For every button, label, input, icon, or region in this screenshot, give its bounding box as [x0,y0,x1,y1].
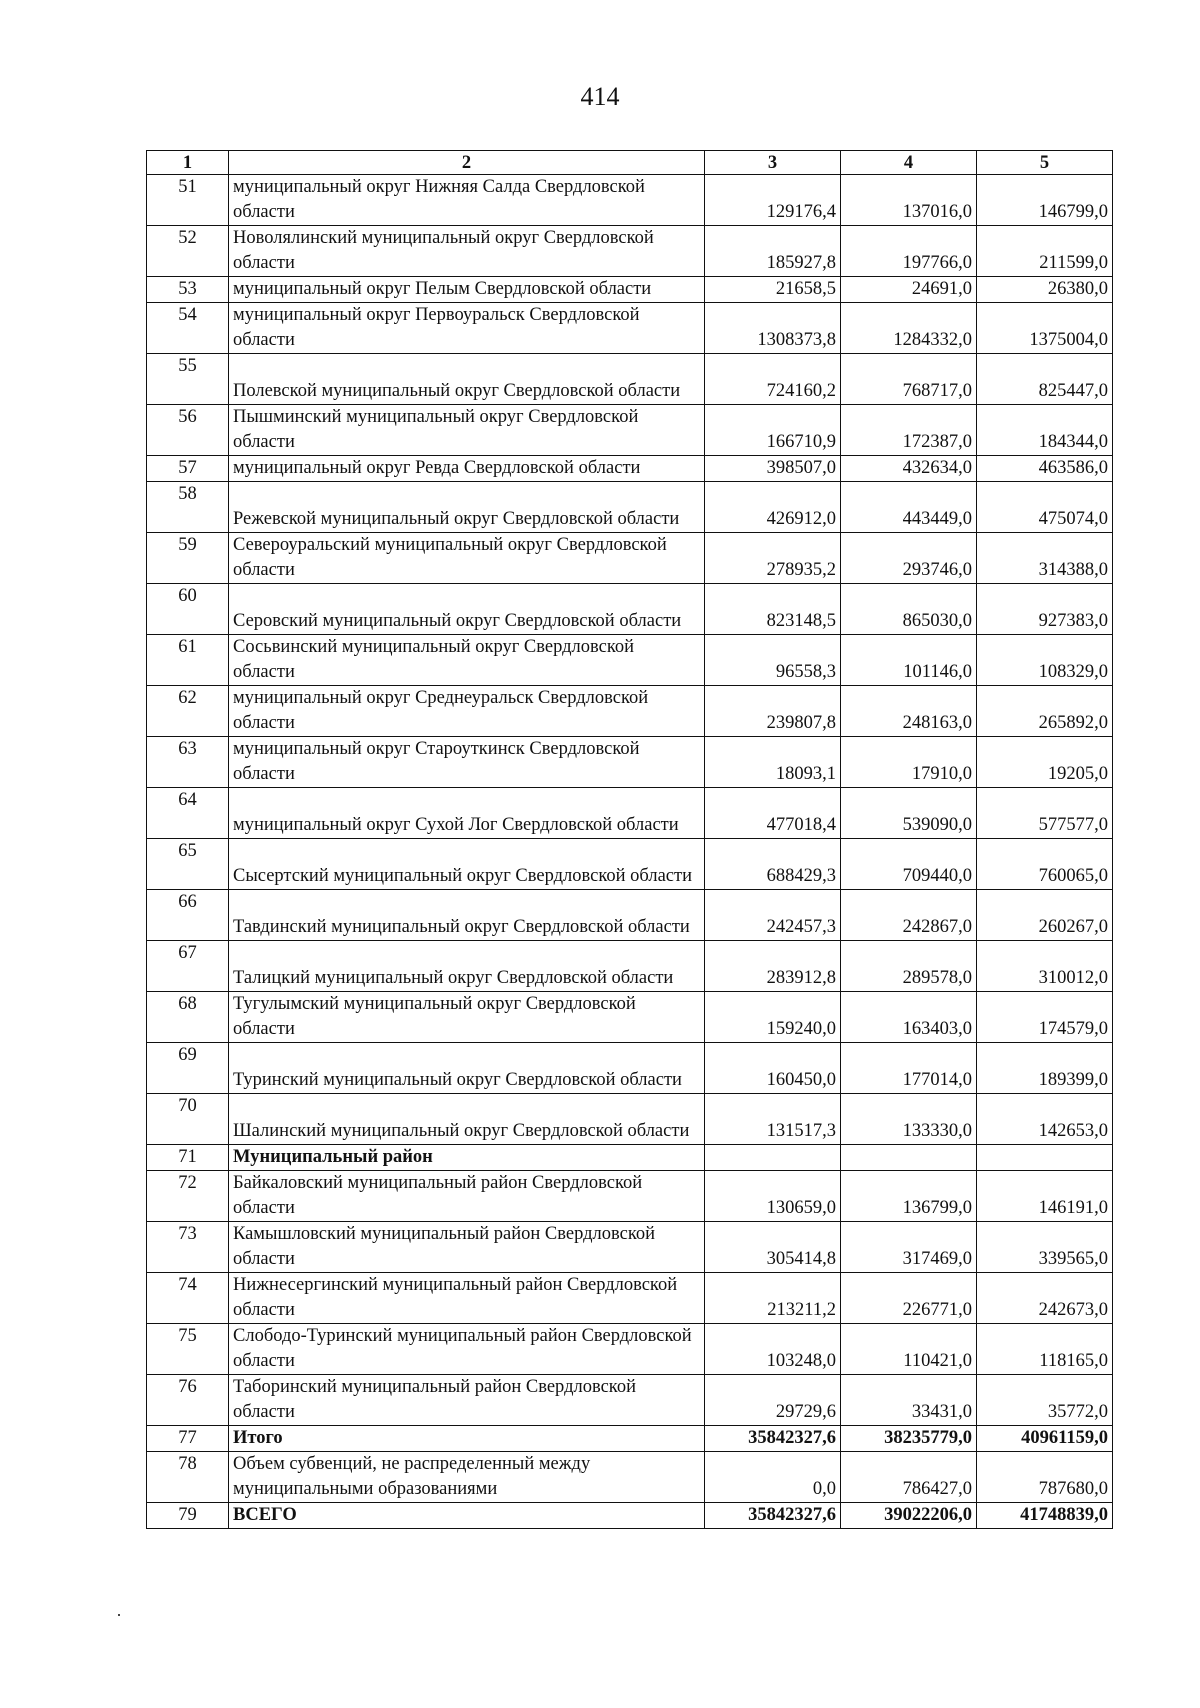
value-col-5: 146191,0 [977,1171,1113,1222]
table-row [147,1503,1113,1529]
table-row [147,533,1113,584]
value-col-4: 136799,0 [841,1171,977,1222]
municipality-name: Сысертский муниципальный округ Свердловской области [229,839,705,890]
municipality-name: Талицкий муниципальный округ Свердловской области [229,941,705,992]
value-col-5: 108329,0 [977,635,1113,686]
row-number: 63 [147,737,229,788]
value-col-5: 211599,0 [977,226,1113,277]
value-col-3: 185927,8 [705,226,841,277]
municipality-name: муниципальный округ Первоуральск Свердловской области [229,303,705,354]
value-col-3: 242457,3 [705,890,841,941]
row-number: 77 [147,1426,229,1452]
municipality-name: муниципальный округ Нижняя Салда Свердловской области [229,175,705,226]
page-number: 414 [580,82,620,111]
value-col-3: 129176,4 [705,175,841,226]
municipality-name: муниципальный округ Сухой Лог Свердловской области [229,788,705,839]
value-col-5: 265892,0 [977,686,1113,737]
row-number: 66 [147,890,229,941]
table-row [147,839,1113,890]
value-col-4: 163403,0 [841,992,977,1043]
table-row [147,303,1113,354]
row-number: 56 [147,405,229,456]
value-col-4: 38235779,0 [841,1426,977,1452]
value-col-4: 33431,0 [841,1375,977,1426]
table-row [147,354,1113,405]
value-col-3: 35842327,6 [705,1503,841,1529]
table-row [147,737,1113,788]
value-col-5 [977,1145,1113,1171]
municipality-name: Новолялинский муниципальный округ Свердловской области [229,226,705,277]
value-col-3: 278935,2 [705,533,841,584]
column-header: 2 [229,151,705,175]
municipality-name: Североуральский муниципальный округ Свердловской области [229,533,705,584]
value-col-4: 432634,0 [841,456,977,482]
column-header: 4 [841,151,977,175]
table-row [147,992,1113,1043]
municipality-name: Сосьвинский муниципальный округ Свердловской области [229,635,705,686]
municipality-name: Камышловский муниципальный район Свердловской области [229,1222,705,1273]
value-col-4: 248163,0 [841,686,977,737]
value-col-5: 174579,0 [977,992,1113,1043]
value-col-3: 305414,8 [705,1222,841,1273]
value-col-4: 865030,0 [841,584,977,635]
value-col-5: 577577,0 [977,788,1113,839]
value-col-3: 426912,0 [705,482,841,533]
table-row [147,482,1113,533]
municipality-name: Объем субвенций, не распределенный между муниципальными образованиями [229,1452,705,1503]
value-col-5: 35772,0 [977,1375,1113,1426]
value-col-3 [705,1145,841,1171]
municipality-name: Муниципальный район [229,1145,705,1171]
row-number: 53 [147,277,229,303]
value-col-5: 1375004,0 [977,303,1113,354]
scan-speck [118,1614,120,1616]
value-col-5: 314388,0 [977,533,1113,584]
table-header-row [147,151,1113,175]
value-col-5: 825447,0 [977,354,1113,405]
value-col-4: 539090,0 [841,788,977,839]
municipality-name: Тавдинский муниципальный округ Свердловской области [229,890,705,941]
table-row [147,635,1113,686]
value-col-3: 29729,6 [705,1375,841,1426]
municipality-name: муниципальный округ Ревда Свердловской области [229,456,705,482]
row-number: 79 [147,1503,229,1529]
column-header: 3 [705,151,841,175]
row-number: 64 [147,788,229,839]
row-number: 51 [147,175,229,226]
municipality-name: Таборинский муниципальный район Свердловской области [229,1375,705,1426]
value-col-5: 146799,0 [977,175,1113,226]
value-col-3: 21658,5 [705,277,841,303]
value-col-4: 293746,0 [841,533,977,584]
row-number: 65 [147,839,229,890]
value-col-4: 709440,0 [841,839,977,890]
value-col-3: 18093,1 [705,737,841,788]
table-row [147,1324,1113,1375]
value-col-3: 103248,0 [705,1324,841,1375]
table-row [147,686,1113,737]
value-col-5: 787680,0 [977,1452,1113,1503]
value-col-3: 131517,3 [705,1094,841,1145]
row-number: 58 [147,482,229,533]
value-col-4: 289578,0 [841,941,977,992]
municipality-name: Байкаловский муниципальный район Свердловской области [229,1171,705,1222]
value-col-5: 760065,0 [977,839,1113,890]
value-col-5: 26380,0 [977,277,1113,303]
table-row [147,277,1113,303]
row-number: 54 [147,303,229,354]
municipality-name: Пышминский муниципальный округ Свердловской области [229,405,705,456]
value-col-5: 242673,0 [977,1273,1113,1324]
value-col-4: 177014,0 [841,1043,977,1094]
value-col-3: 130659,0 [705,1171,841,1222]
value-col-4: 39022206,0 [841,1503,977,1529]
table-row [147,1145,1113,1171]
column-header: 5 [977,151,1113,175]
row-number: 55 [147,354,229,405]
table-row [147,1094,1113,1145]
row-number: 68 [147,992,229,1043]
value-col-3: 96558,3 [705,635,841,686]
value-col-4: 172387,0 [841,405,977,456]
row-number: 70 [147,1094,229,1145]
value-col-5: 927383,0 [977,584,1113,635]
row-number: 60 [147,584,229,635]
table-body [147,175,1113,1529]
value-col-4: 1284332,0 [841,303,977,354]
value-col-4: 101146,0 [841,635,977,686]
municipality-name: ВСЕГО [229,1503,705,1529]
value-col-3: 166710,9 [705,405,841,456]
municipality-name: Серовский муниципальный округ Свердловской области [229,584,705,635]
value-col-3: 724160,2 [705,354,841,405]
value-col-4: 17910,0 [841,737,977,788]
value-col-3: 283912,8 [705,941,841,992]
row-number: 52 [147,226,229,277]
value-col-4: 768717,0 [841,354,977,405]
table-row [147,1043,1113,1094]
value-col-4: 317469,0 [841,1222,977,1273]
column-header: 1 [147,151,229,175]
value-col-5: 310012,0 [977,941,1113,992]
value-col-5: 189399,0 [977,1043,1113,1094]
value-col-4: 226771,0 [841,1273,977,1324]
municipality-name: Полевской муниципальный округ Свердловской области [229,354,705,405]
municipality-name: Шалинский муниципальный округ Свердловской области [229,1094,705,1145]
table-row [147,1426,1113,1452]
value-col-3: 823148,5 [705,584,841,635]
value-col-3: 35842327,6 [705,1426,841,1452]
municipality-name: муниципальный округ Пелым Свердловской области [229,277,705,303]
value-col-3: 160450,0 [705,1043,841,1094]
subvention-table [146,150,1113,1529]
table-row [147,1273,1113,1324]
table-row [147,1375,1113,1426]
municipality-name: муниципальный округ Староуткинск Свердловской области [229,737,705,788]
row-number: 61 [147,635,229,686]
table-row [147,1222,1113,1273]
value-col-5: 463586,0 [977,456,1113,482]
value-col-5: 40961159,0 [977,1426,1113,1452]
value-col-3: 398507,0 [705,456,841,482]
value-col-3: 213211,2 [705,1273,841,1324]
value-col-3: 477018,4 [705,788,841,839]
row-number: 69 [147,1043,229,1094]
row-number: 57 [147,456,229,482]
value-col-5: 339565,0 [977,1222,1113,1273]
value-col-5: 142653,0 [977,1094,1113,1145]
value-col-4: 242867,0 [841,890,977,941]
table-row [147,941,1113,992]
value-col-4: 197766,0 [841,226,977,277]
municipality-name: Нижнесергинский муниципальный район Свердловской области [229,1273,705,1324]
value-col-3: 159240,0 [705,992,841,1043]
value-col-5: 475074,0 [977,482,1113,533]
table-row [147,788,1113,839]
value-col-3: 0,0 [705,1452,841,1503]
value-col-4 [841,1145,977,1171]
table-row [147,890,1113,941]
municipality-name: Итого [229,1426,705,1452]
table-row [147,226,1113,277]
table-row [147,1452,1113,1503]
row-number: 62 [147,686,229,737]
value-col-4: 786427,0 [841,1452,977,1503]
row-number: 73 [147,1222,229,1273]
row-number: 59 [147,533,229,584]
value-col-4: 443449,0 [841,482,977,533]
row-number: 76 [147,1375,229,1426]
table-row [147,405,1113,456]
value-col-4: 110421,0 [841,1324,977,1375]
value-col-4: 137016,0 [841,175,977,226]
value-col-3: 1308373,8 [705,303,841,354]
table-row [147,584,1113,635]
value-col-4: 133330,0 [841,1094,977,1145]
row-number: 72 [147,1171,229,1222]
row-number: 71 [147,1145,229,1171]
value-col-4: 24691,0 [841,277,977,303]
value-col-3: 239807,8 [705,686,841,737]
municipality-name: Тугулымский муниципальный округ Свердловской области [229,992,705,1043]
table-row [147,1171,1113,1222]
table-row [147,456,1113,482]
row-number: 78 [147,1452,229,1503]
row-number: 74 [147,1273,229,1324]
municipality-name: Режевской муниципальный округ Свердловской области [229,482,705,533]
value-col-5: 19205,0 [977,737,1113,788]
row-number: 67 [147,941,229,992]
row-number: 75 [147,1324,229,1375]
municipality-name: Туринский муниципальный округ Свердловской области [229,1043,705,1094]
value-col-5: 41748839,0 [977,1503,1113,1529]
value-col-5: 260267,0 [977,890,1113,941]
municipality-name: муниципальный округ Среднеуральск Свердловской области [229,686,705,737]
municipality-name: Слободо-Туринский муниципальный район Свердловской области [229,1324,705,1375]
value-col-3: 688429,3 [705,839,841,890]
table-row [147,175,1113,226]
value-col-5: 184344,0 [977,405,1113,456]
value-col-5: 118165,0 [977,1324,1113,1375]
